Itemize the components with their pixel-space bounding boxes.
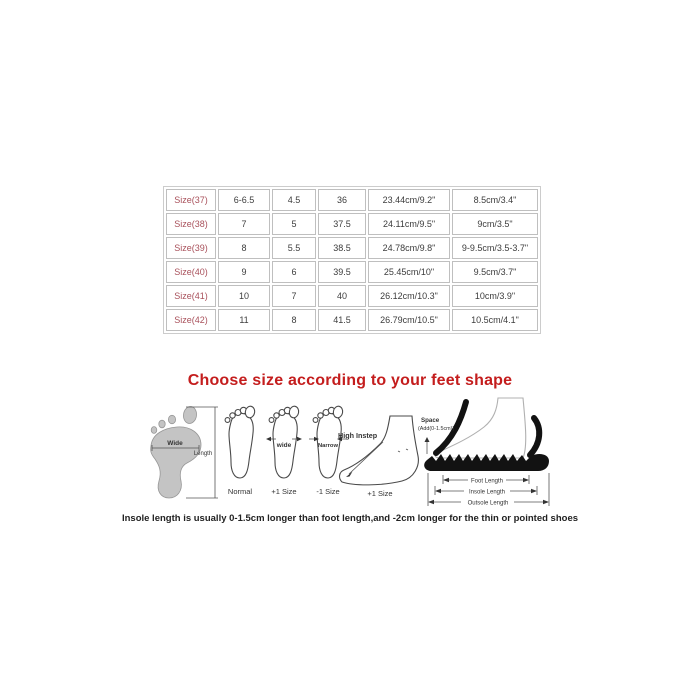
size-label-cell: Size(42) (166, 309, 216, 331)
insole-note: Insole length is usually 0-1.5cm longer than foot length,and -2cm longer for the thin or pointed shoes (121, 513, 579, 524)
table-cell: 6 (272, 261, 316, 283)
table-cell: 23.44cm/9.2" (368, 189, 450, 211)
space-label: Space (421, 417, 440, 424)
table-cell: 4.5 (272, 189, 316, 211)
table-cell: 8 (218, 237, 270, 259)
foot-wide-diagram (261, 402, 307, 502)
size-label-cell: Size(38) (166, 213, 216, 235)
table-cell: 7 (272, 285, 316, 307)
table-cell: 6-6.5 (218, 189, 270, 211)
size-label-cell: Size(41) (166, 285, 216, 307)
table-row (166, 213, 538, 235)
table-cell: 36 (318, 189, 366, 211)
size-label-cell: Size(39) (166, 237, 216, 259)
high-instep-diagram (336, 402, 428, 502)
table-row (166, 309, 538, 331)
table-cell: 9 (218, 261, 270, 283)
heel-strap-shape (530, 418, 539, 455)
table-cell: 37.5 (318, 213, 366, 235)
foot-type-label: Normal (227, 487, 253, 496)
table-row (166, 237, 538, 259)
width-type-label: wide (276, 442, 292, 449)
table-row (166, 261, 538, 283)
table-cell: 26.12cm/10.3" (368, 285, 450, 307)
big-toe-shape (182, 406, 197, 425)
table-cell: 24.78cm/9.8" (368, 237, 450, 259)
space-arrow (425, 437, 430, 442)
wide-arrow-left (266, 437, 271, 441)
outsole-length-label: Outsole Length (467, 500, 509, 507)
wide-label: Wide (167, 440, 183, 447)
table-row (166, 189, 538, 211)
size-label-cell: Size(40) (166, 261, 216, 283)
table-cell: 5 (272, 213, 316, 235)
table-cell: 7 (218, 213, 270, 235)
foot-normal-diagram (217, 402, 263, 502)
table-row (166, 285, 538, 307)
table-cell: 10 (218, 285, 270, 307)
table-cell: 11 (218, 309, 270, 331)
insole-length-label: Insole Length (468, 489, 506, 496)
table-cell: 9-9.5cm/3.5-3.7" (452, 237, 538, 259)
table-cell: 38.5 (318, 237, 366, 259)
size-chart-table (163, 186, 541, 334)
shoe-measure-diagram (418, 396, 562, 508)
foot-length-label: Foot Length (470, 478, 504, 485)
wide-arrow-right (297, 437, 302, 441)
foot-outline (229, 413, 253, 478)
space-sub-label: (Add(0-1.5cm)) (418, 426, 455, 432)
toe-shape (159, 420, 165, 428)
table-cell: 9.5cm/3.7" (452, 261, 538, 283)
table-cell: 26.79cm/10.5" (368, 309, 450, 331)
table-cell: 40 (318, 285, 366, 307)
table-cell: 8 (272, 309, 316, 331)
high-instep-label: High Instep (338, 431, 378, 440)
toe-shape (151, 427, 157, 434)
length-label: Length (193, 451, 213, 457)
footprint-measure-diagram (144, 402, 222, 502)
foot-type-label: +1 Size (367, 489, 393, 498)
table-cell: 39.5 (318, 261, 366, 283)
size-label-cell: Size(37) (166, 189, 216, 211)
table-cell: 10.5cm/4.1" (452, 309, 538, 331)
foot-type-label: -1 Size (316, 487, 340, 496)
table-cell: 24.11cm/9.5" (368, 213, 450, 235)
feet-diagrams (140, 396, 564, 508)
table-cell: 5.5 (272, 237, 316, 259)
side-foot-outline (340, 416, 419, 485)
table-cell: 8.5cm/3.4" (452, 189, 538, 211)
foot-type-label: +1 Size (271, 487, 297, 496)
table-cell: 9cm/3.5" (452, 213, 538, 235)
table-cell: 25.45cm/10" (368, 261, 450, 283)
width-type-label: Narrow (318, 443, 338, 449)
table-cell: 41.5 (318, 309, 366, 331)
sole-shape (151, 427, 201, 498)
section-heading: Choose size according to your feet shape (187, 372, 513, 389)
table-cell: 10cm/3.9" (452, 285, 538, 307)
toe-shape (168, 415, 175, 423)
